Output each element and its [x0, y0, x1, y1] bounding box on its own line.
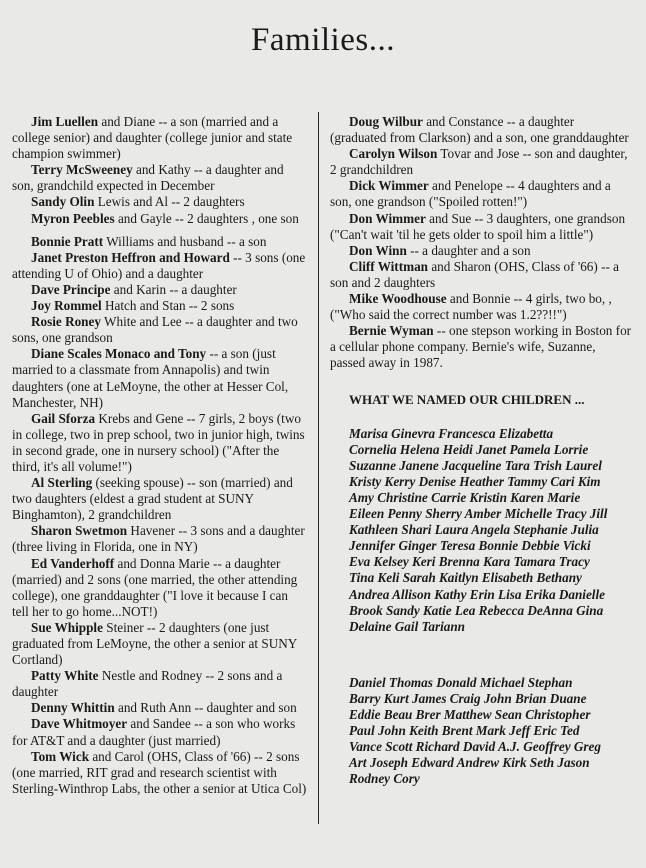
- name-line: Rodney Cory: [349, 771, 420, 787]
- name-line: Barry Kurt James Craig John Brian Duane: [349, 690, 587, 706]
- family-details: and Carol (OHS, Class of '66) -- 2 sons (one married, RIT grad and research scientist with Sterling-Winthrop Labs, the other a senior at Utica Col): [12, 748, 307, 796]
- family-entry: [330, 243, 632, 259]
- family-name: Cliff Wittman: [349, 258, 429, 274]
- boys-names: [330, 675, 632, 788]
- family-name: Don Wimmer: [349, 210, 426, 226]
- name-line: Delaine Gail Tariann: [349, 618, 466, 634]
- family-details: and Sue -- 3 daughters, one grandson ("Can't wait 'til he gets older to spoil him a little"): [330, 210, 626, 242]
- family-name: Gail Sforza: [31, 410, 96, 426]
- family-name: Joy Rommel: [31, 298, 102, 314]
- family-name: Rosie Roney: [31, 314, 101, 330]
- family-details: Nestle and Rodney -- 2 sons and a daughter: [12, 668, 283, 700]
- family-entry: [330, 291, 632, 323]
- family-details: Steiner -- 2 daughters (one just graduated from LeMoyne, the other a senior at SUNY Cortland): [12, 619, 297, 668]
- family-details: -- a daughter and a son: [406, 242, 531, 258]
- family-details: Hatch and Stan -- 2 sons: [101, 298, 235, 314]
- name-line: Brook Sandy Katie Lea Rebecca DeAnna Gina: [349, 602, 604, 618]
- family-name: Patty White: [31, 668, 99, 684]
- family-entry: [330, 211, 632, 243]
- family-entry: [12, 162, 308, 194]
- name-line: Kathleen Shari Laura Angela Stephanie Julia: [349, 522, 599, 538]
- family-details: -- a son (just married to a classmate from Annapolis) and twin daughters (one at LeMoyne, the other at Hesser Col, Manchester, NH): [12, 346, 289, 410]
- family-name: Jim Luellen: [31, 114, 99, 129]
- family-name: Terry McSweeney: [31, 162, 133, 178]
- family-name: Ed Vanderhoff: [31, 555, 115, 571]
- left-column: [12, 114, 308, 797]
- family-entry: [12, 234, 308, 250]
- right-entries: [330, 114, 632, 372]
- family-details: and Donna Marie -- a daughter (married) and 2 sons (one married, the other attending college), one granddaughter ("I love it because I can tell her to go home...NOT!): [12, 555, 298, 619]
- family-name: Sandy Olin: [31, 194, 95, 210]
- family-details: and Sandee -- a son who works for AT&T and a daughter (just married): [12, 716, 296, 748]
- name-line: Cornelia Helena Heidi Janet Pamela Lorrie: [349, 441, 589, 457]
- name-line: Art Joseph Edward Andrew Kirk Seth Jason: [349, 755, 590, 771]
- right-column: [330, 114, 632, 787]
- name-line: Kristy Kerry Denise Heather Tammy Cari Kim: [349, 473, 601, 489]
- family-details: and Ruth Ann -- daughter and son: [114, 700, 297, 716]
- family-entry: [12, 211, 308, 227]
- family-details: and Penelope -- 4 daughters and a son, one grandson ("Spoiled rotten!"): [330, 178, 611, 210]
- name-line: Jennifer Ginger Teresa Bonnie Debbie Vicki: [349, 538, 591, 554]
- family-name: Bernie Wyman: [349, 323, 434, 339]
- family-details: -- 3 sons (one attending U of Ohio) and a daughter: [12, 249, 306, 281]
- family-details: -- one stepson working in Boston for a cellular phone company. Bernie's wife, Suzanne, passed away in 1987.: [330, 323, 632, 371]
- name-line: Marisa Ginevra Francesca Elizabetta: [349, 425, 554, 441]
- column-divider: [318, 112, 319, 824]
- family-entry: [12, 668, 308, 700]
- name-line: Andrea Allison Kathy Erin Lisa Erika Danielle: [349, 586, 605, 602]
- name-line: Daniel Thomas Donald Michael Stephan: [349, 674, 573, 690]
- family-entry: [12, 194, 308, 210]
- family-details: (seeking spouse) -- son (married) and two daughters (eldest a grad student at SUNY Binghamton), 2 grandchildren: [12, 475, 293, 523]
- family-name: Dick Wimmer: [349, 178, 429, 194]
- family-name: Diane Scales Monaco and Tony: [31, 346, 207, 362]
- family-details: and Bonnie -- 4 girls, two bo, , ("Who said the correct number was 1.2??!!"): [330, 291, 612, 323]
- family-name: Dave Principe: [31, 281, 111, 297]
- name-line: Amy Christine Carrie Kristin Karen Marie: [349, 489, 581, 505]
- family-name: Sharon Swetmon: [31, 523, 128, 539]
- family-entry: [12, 620, 308, 668]
- family-entry: [12, 700, 308, 716]
- family-details: Lewis and Al -- 2 daughters: [94, 194, 245, 210]
- family-entry: [12, 523, 308, 555]
- family-details: White and Lee -- a daughter and two sons, one grandson: [12, 314, 298, 346]
- family-entry: [12, 250, 308, 282]
- name-line: Eva Kelsey Keri Brenna Kara Tamara Tracy: [349, 554, 590, 570]
- family-name: Don Winn: [349, 242, 407, 258]
- family-entry: [12, 749, 308, 797]
- family-name: Myron Peebles: [31, 210, 115, 226]
- name-line: Tina Keli Sarah Kaitlyn Elisabeth Bethany: [349, 570, 582, 586]
- family-entry: [330, 146, 632, 178]
- family-name: Doug Wilbur: [349, 114, 423, 129]
- family-details: and Sharon (OHS, Class of '66) -- a son and 2 daughters: [330, 258, 620, 290]
- family-entry: [330, 323, 632, 371]
- family-entry: [12, 411, 308, 475]
- family-entry: [12, 556, 308, 620]
- family-name: Janet Preston Heffron and Howard: [31, 249, 230, 265]
- family-name: Mike Woodhouse: [349, 291, 447, 307]
- family-name: Tom Wick: [31, 748, 90, 764]
- family-entry: [330, 259, 632, 291]
- family-details: Tovar and Jose -- son and daughter, 2 grandchildren: [330, 146, 628, 178]
- family-details: and Diane -- a son (married and a college senior) and daughter (college junior and state champion swimmer): [12, 114, 293, 162]
- family-details: Havener -- 3 sons and a daughter (three living in Florida, one in NY): [12, 523, 305, 555]
- page-title: Families...: [251, 22, 395, 58]
- family-entry: [12, 346, 308, 410]
- family-entry: [12, 114, 308, 162]
- name-line: Vance Scott Richard David A.J. Geoffrey Greg: [349, 739, 602, 755]
- family-entry: [12, 716, 308, 748]
- family-entry: [330, 178, 632, 210]
- family-details: and Kathy -- a daughter and son, grandchild expected in December: [12, 162, 284, 194]
- family-details: and Gayle -- 2 daughters , one son: [114, 210, 299, 226]
- family-name: Bonnie Pratt: [31, 233, 104, 249]
- family-name: Dave Whitmoyer: [31, 716, 128, 732]
- family-name: Al Sterling: [31, 475, 93, 491]
- family-name: Sue Whipple: [31, 619, 103, 635]
- section-heading: WHAT WE NAMED OUR CHILDREN ...: [349, 391, 585, 407]
- family-details: and Constance -- a daughter (graduated from Clarkson) and a son, one granddaughter: [330, 114, 629, 146]
- family-entry: [12, 282, 308, 298]
- family-entry: [330, 114, 632, 146]
- name-line: Eddie Beau Brer Matthew Sean Christopher: [349, 707, 591, 722]
- name-line: Paul John Keith Brent Mark Jeff Eric Ted: [349, 723, 580, 739]
- family-details: and Karin -- a daughter: [110, 281, 237, 297]
- family-details: Krebs and Gene -- 7 girls, 2 boys (two in college, two in prep school, two in junior high, twins in second grade, one in nursery school) ("After the third, it's all volume!"): [12, 410, 305, 474]
- family-entry: [12, 475, 308, 523]
- family-name: Carolyn Wilson: [349, 146, 438, 162]
- family-name: Denny Whittin: [31, 700, 115, 716]
- family-entry: [12, 298, 308, 314]
- name-line: Suzanne Janene Jacqueline Tara Trish Laurel: [349, 457, 602, 473]
- family-details: Williams and husband -- a son: [103, 233, 267, 249]
- name-line: Eileen Penny Sherry Amber Michelle Tracy Jill: [349, 506, 608, 522]
- family-entry: [12, 314, 308, 346]
- girls-names: [330, 426, 632, 635]
